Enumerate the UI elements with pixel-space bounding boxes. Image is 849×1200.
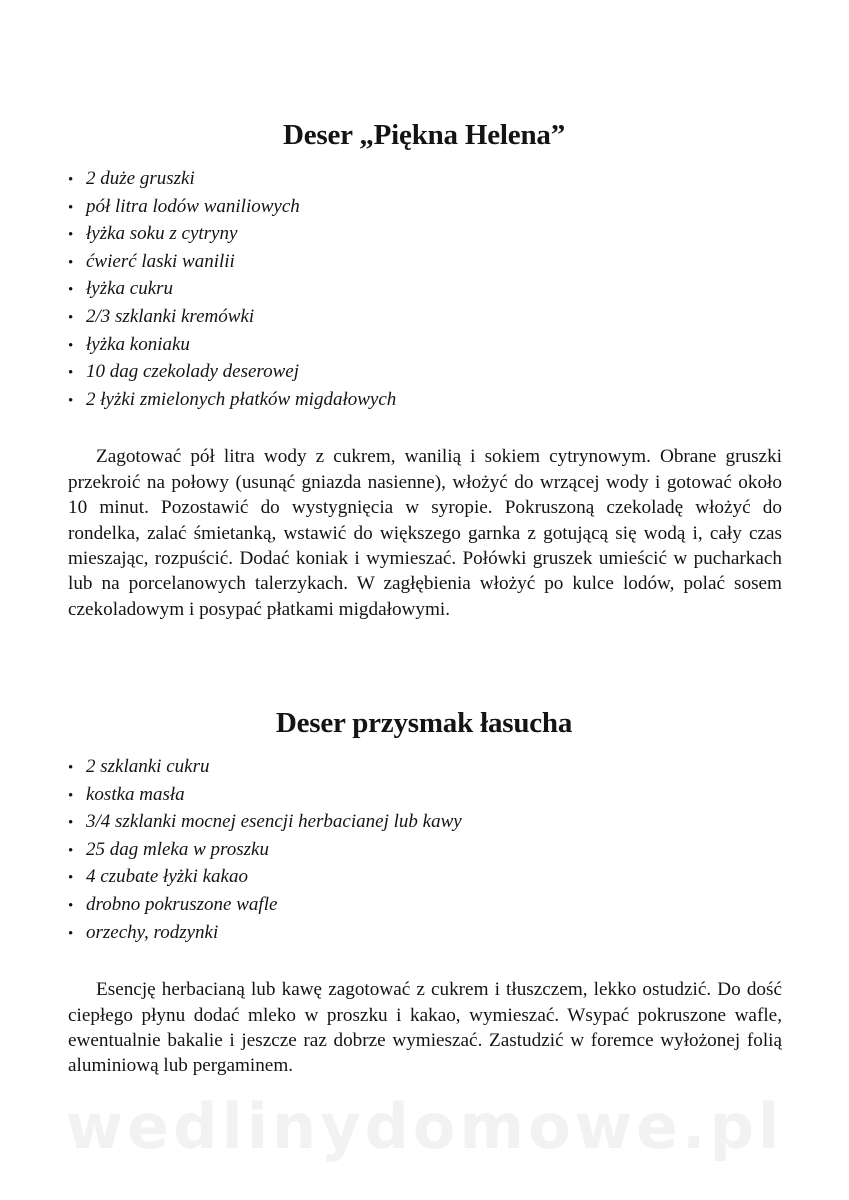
ingredient-item: • drobno pokruszone wafle [68,892,780,920]
bullet-icon: • [68,897,74,914]
ingredient-item: • 4 czubate łyżki kakao [68,864,780,892]
bullet-icon: • [68,870,74,887]
ingredient-item: • kostka masła [68,782,780,810]
bullet-icon: • [68,365,74,382]
bullet-icon: • [68,815,74,832]
bullet-icon: • [68,172,74,188]
bullet-icon: • [68,787,74,804]
ingredient-item: • pół litra lodów waniliowych [68,194,780,222]
ingredient-item: • 2 szklanki cukru [68,754,780,782]
ingredient-item: • 10 dag czekolady deserowej [68,359,780,387]
recipe-przysmak-lasucha [68,706,780,1079]
bullet-icon: • [68,282,74,299]
ingredient-item: • 25 dag mleka w proszku [68,837,780,865]
bullet-icon: • [68,392,74,409]
ingredient-item: • łyżka cukru [68,276,780,304]
ingredient-item: • 2 łyżki zmielonych płatków migdałowych [68,387,780,415]
recipe-title: Deser przysmak łasucha [275,707,573,739]
ingredient-list [68,166,780,414]
ingredient-item: • orzechy, rodzynki [68,920,780,948]
bullet-icon: • [68,760,74,776]
recipe-instructions: Zagotować pół litra wody z cukrem, wanilią i sokiem cytrynowym. Obrane gruszki przekroić na połowy (usunąć gniazda nasienne), włożyć do wrzącej wody i gotować około 10 minut. Pozostawić do wystygnięcia w syropie. Pokruszoną czekoladę włożyć do rondelka, zalać śmietanką, wstawić do większego garnka z gotującą się wodą i, cały czas mieszając, rozpuścić. Dodać koniak i wymieszać. Połówki gruszek umieścić w pucharkach lub na porcelanowych talerzykach. W zagłębienia włożyć po kulce lodów, polać sosem czekoladowym i posypać płatkami migdałowymi. [68,446,782,620]
ingredient-item: • 2 duże gruszki [68,166,780,194]
bullet-icon: • [68,254,74,271]
ingredient-item: • 3/4 szklanki mocnej esencji herbacianej lub kawy [68,809,780,837]
bullet-icon: • [68,842,74,859]
ingredient-item: • 2/3 szklanki kremówki [68,304,780,332]
ingredient-item: • łyżka soku z cytryny [68,221,780,249]
recipe-instructions: Esencję herbacianą lub kawę zagotować z cukrem i tłuszczem, lekko ostudzić. Do dość ciepłego płynu dodać mleko w proszku i kakao, wymieszać. Wsypać pokruszone wafle, ewentualnie bakalie i jeszcze raz dobrze wymieszać. Zastudzić w foremce wyłożonej folią aluminiową lub pergaminem. [68,979,782,1077]
bullet-icon: • [68,309,74,326]
recipe-piekna-helena [68,118,780,622]
ingredient-list [68,754,780,947]
watermark: wedlinydomowe.pl [65,1090,784,1163]
ingredient-item: • łyżka koniaku [68,332,780,360]
bullet-icon: • [68,925,74,942]
bullet-icon: • [68,227,74,244]
bullet-icon: • [68,199,74,216]
recipe-title: Deser „Piękna Helena” [282,119,565,151]
bullet-icon: • [68,337,74,354]
ingredient-item: • ćwierć laski wanilii [68,249,780,277]
